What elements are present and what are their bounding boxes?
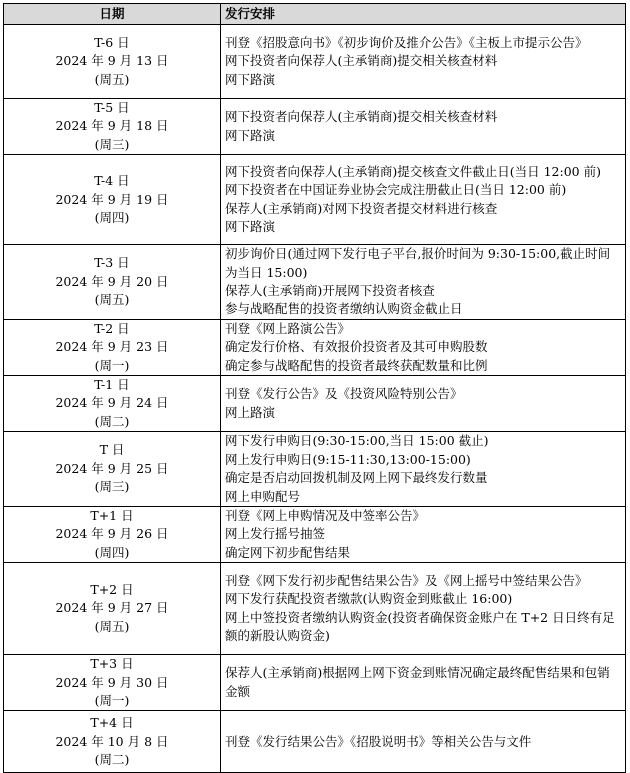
arrangement-item: 网下发行申购日(9:30-15:00,当日 15:00 截止) [225,433,489,449]
arrangement-cell [221,563,626,655]
arrangement-item: 刊登《发行结果公告》《招股说明书》等相关公告与文件 [225,733,532,749]
arrangement-cell [221,506,626,562]
arrangement-item: 网下投资者向保荐人(主承销商)提交相关核查材料 [225,109,498,125]
table-row [4,432,626,507]
calendar-date: 2024 年 9 月 23 日 [55,339,169,355]
issuance-schedule-table [3,3,626,773]
table-row [4,655,626,711]
arrangement-item: 刊登《网上路演公告》 [225,320,351,336]
table-row [4,155,626,245]
day-label: T-5 日 [94,100,130,115]
calendar-date: 2024 年 9 月 26 日 [55,526,169,542]
arrangement-item: 网下路演 [225,71,276,87]
calendar-date: 2024 年 9 月 13 日 [55,53,169,69]
calendar-date: 2024 年 10 月 8 日 [55,733,169,749]
arrangement-item: 确定是否启动回拨机制及网上网下最终发行数量 [225,470,488,486]
weekday-label: (周五) [94,71,130,87]
arrangement-cell [221,155,626,245]
arrangement-item: 网上中签投资者缴纳认购资金(投资者确保资金账户在 T+2 日日终有足额的新股认购资金) [225,609,615,644]
arrangement-cell [221,711,626,773]
arrangement-item: 网下投资者在中国证券业协会完成注册截止日(当日 12:00 前) [225,182,567,198]
arrangement-item: 初步询价日(通过网下发行电子平台,报价时间为 9:30-15:00,截止时间为当日 15:00) [225,246,611,280]
date-cell [4,376,221,432]
table-row [4,25,626,99]
schedule-body [4,25,626,773]
arrangement-item: 网下路演 [225,219,276,235]
calendar-date: 2024 年 9 月 25 日 [55,460,169,476]
weekday-label: (周四) [94,544,130,560]
date-cell [4,655,221,711]
arrangement-cell [221,376,626,432]
weekday-label: (周三) [94,479,130,495]
arrangement-item: 参与战略配售的投资者缴纳认购资金截止日 [225,301,463,317]
arrangement-item: 网上申购配号 [225,488,301,504]
date-cell [4,99,221,155]
arrangement-item: 网上发行申购日(9:15-11:30,13:00-15:00) [225,451,471,467]
arrangement-item: 刊登《发行公告》及《投资风险特别公告》 [225,386,463,402]
day-label: T-3 日 [94,255,130,271]
arrangement-item: 网上路演 [225,404,276,420]
day-label: T+3 日 [90,656,134,672]
arrangement-item: 网下投资者向保荐人(主承销商)提交核查文件截止日(当日 12:00 前) [225,163,601,179]
date-cell [4,25,221,99]
table-row [4,506,626,562]
date-cell [4,506,221,562]
day-label: T-1 日 [94,377,130,393]
calendar-date: 2024 年 9 月 19 日 [55,191,169,207]
table-row [4,99,626,155]
arrangement-cell [221,99,626,155]
calendar-date: 2024 年 9 月 18 日 [55,118,169,134]
table-row [4,563,626,655]
day-label: T-4 日 [94,173,130,189]
arrangement-item: 网下投资者向保荐人(主承销商)提交相关核查材料 [225,53,498,69]
arrangement-item: 刊登《网下发行初步配售结果公告》及《网上摇号中签结果公告》 [225,572,588,588]
weekday-label: (周五) [94,618,130,634]
weekday-label: (周四) [94,209,130,225]
weekday-label: (周三) [94,136,130,152]
date-cell [4,155,221,245]
day-label: T+2 日 [90,582,134,598]
calendar-date: 2024 年 9 月 30 日 [55,674,169,690]
arrangement-item: 确定发行价格、有效报价投资者及其可申购股数 [225,339,488,355]
arrangement-column-header: 发行安排 [221,4,626,25]
date-column-header: 日期 [4,4,221,25]
date-cell [4,432,221,507]
arrangement-item: 刊登《招股意向书》《初步询价及推介公告》《主板上市提示公告》 [225,34,588,50]
arrangement-item: 刊登《网上申购情况及中签率公告》 [225,507,426,523]
arrangement-cell [221,432,626,507]
arrangement-item: 确定参与战略配售的投资者最终获配数量和比例 [225,357,488,373]
arrangement-item: 保荐人(主承销商)对网下投资者提交材料进行核查 [225,200,498,216]
weekday-label: (周一) [94,357,130,373]
day-label: T-2 日 [94,320,130,336]
calendar-date: 2024 年 9 月 24 日 [55,395,169,411]
day-label: T-6 日 [94,34,130,50]
arrangement-item: 确定网下初步配售结果 [225,544,351,560]
table-row [4,245,626,320]
arrangement-cell [221,25,626,99]
arrangement-item: 网上发行摇号抽签 [225,526,326,542]
arrangement-item: 网下路演 [225,127,276,143]
date-cell [4,711,221,773]
weekday-label: (周一) [94,692,130,708]
weekday-label: (周五) [94,292,130,308]
table-row [4,711,626,773]
day-label: T 日 [99,442,125,458]
weekday-label: (周二) [94,752,130,768]
arrangement-cell [221,245,626,320]
arrangement-item: 保荐人(主承销商)开展网下投资者核查 [225,283,435,299]
calendar-date: 2024 年 9 月 20 日 [55,273,169,289]
date-cell [4,563,221,655]
day-label: T+4 日 [90,715,134,731]
arrangement-cell [221,655,626,711]
header-row [4,4,626,25]
calendar-date: 2024 年 9 月 27 日 [55,600,169,616]
day-label: T+1 日 [90,507,134,523]
table-row [4,376,626,432]
arrangement-cell [221,319,626,375]
date-cell [4,319,221,375]
arrangement-item: 网下发行获配投资者缴款(认购资金到账截止 16:00) [225,591,513,607]
weekday-label: (周二) [94,413,130,429]
arrangement-item: 保荐人(主承销商)根据网上网下资金到账情况确定最终配售结果和包销金额 [225,665,610,699]
table-row [4,319,626,375]
date-cell [4,245,221,320]
